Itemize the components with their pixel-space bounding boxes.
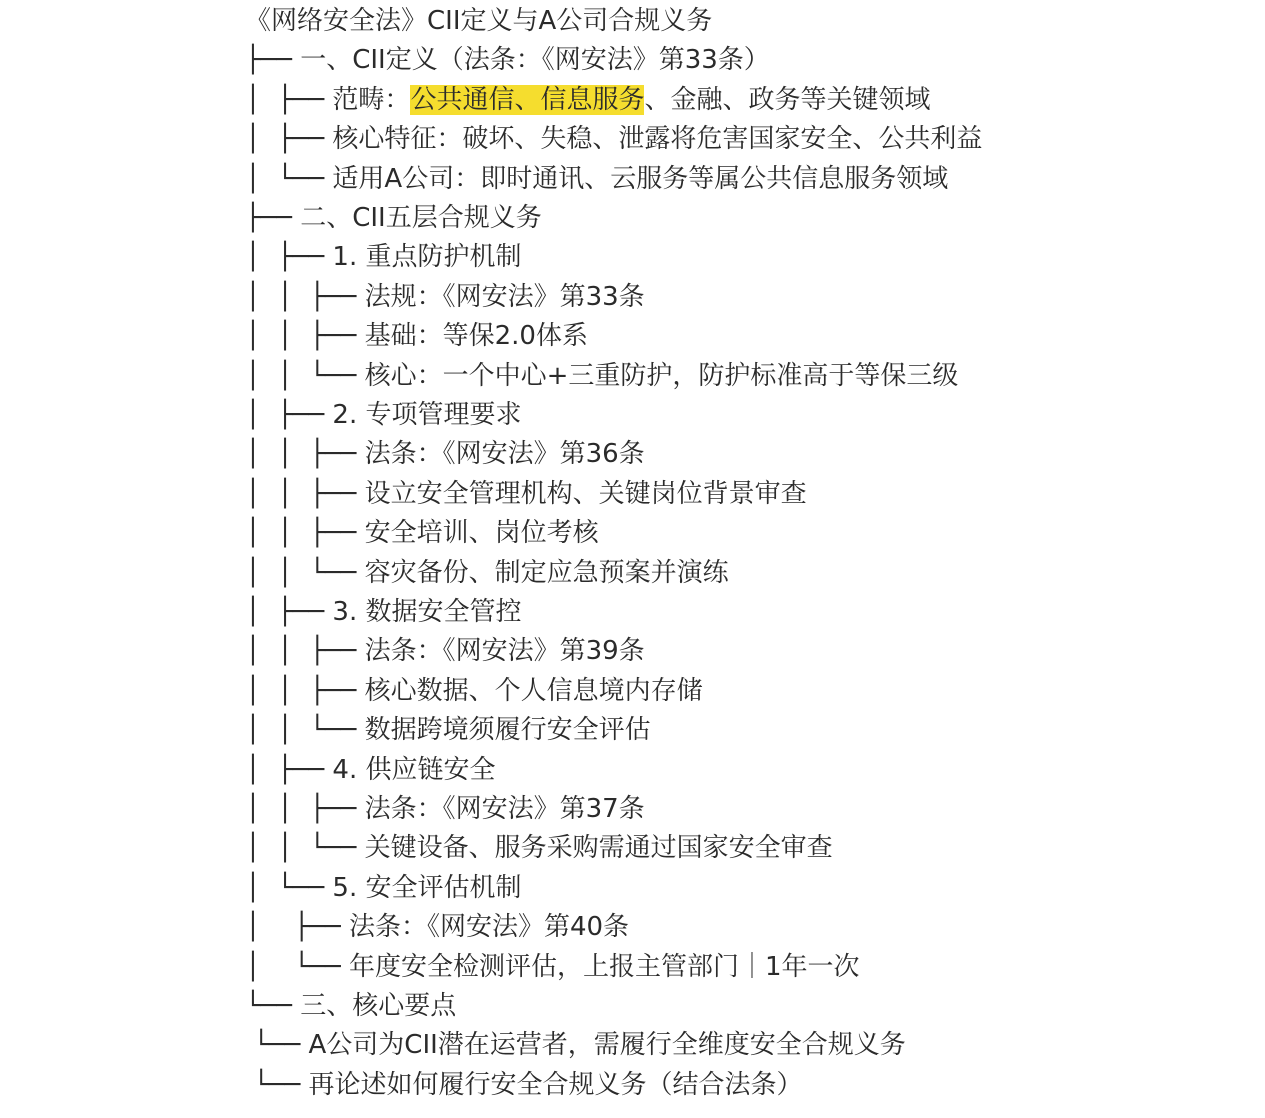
tree-connector: │ └──	[245, 951, 349, 982]
outline-text: 关键设备、服务采购需通过国家安全审查	[364, 833, 833, 864]
outline-line	[245, 317, 588, 356]
outline-line	[245, 908, 629, 947]
outline-line	[245, 672, 703, 711]
outline-line	[245, 357, 958, 396]
tree-connector: │ ├──	[245, 597, 333, 627]
outline-text: 5. 安全评估机制	[332, 872, 522, 903]
outline-line	[245, 948, 859, 987]
tree-connector: │ │ ├──	[245, 478, 365, 509]
tree-connector: │ │ ├──	[245, 675, 365, 706]
tree-connector: │ └──	[245, 163, 333, 194]
tree-connector: │ │ └──	[245, 557, 365, 588]
outline-line	[245, 278, 645, 317]
outline-line	[245, 711, 651, 750]
tree-connector: │ │ ├──	[245, 794, 365, 824]
highlighted-text: 公共通信、信息服务	[410, 84, 645, 115]
outline-line	[245, 238, 522, 277]
tree-connector: └──	[245, 1069, 309, 1100]
outline-line	[245, 1066, 803, 1105]
outline-line	[245, 475, 807, 514]
outline-text: 《网络安全法》CII定义与A公司合规义务	[245, 6, 713, 36]
tree-connector: │ ├──	[245, 912, 349, 943]
outline-text: 3. 数据安全管控	[332, 597, 522, 627]
tree-connector: │ ├──	[245, 400, 333, 430]
tree-connector: │ ├──	[245, 84, 333, 115]
tree-connector: │ │ └──	[245, 833, 365, 864]
outline-text: 1. 重点防护机制	[332, 242, 522, 273]
outline-text: 三、核心要点	[300, 991, 457, 1021]
tree-connector: │ │ ├──	[245, 321, 365, 352]
outline-text: 范畴：	[332, 84, 411, 115]
outline-text: 核心数据、个人信息境内存储	[364, 675, 703, 706]
outline-text: 核心特征：破坏、失稳、泄露将危害国家安全、公共利益	[332, 124, 983, 155]
outline-text: 一、CII定义（法条：《网安法》第33条）	[300, 45, 770, 76]
outline-line	[245, 199, 542, 238]
outline-line	[245, 829, 833, 868]
outline-line	[245, 632, 645, 671]
outline-line	[245, 514, 599, 553]
outline-text: 4. 供应链安全	[332, 754, 496, 785]
tree-connector: │ │ └──	[245, 715, 365, 746]
outline-text: A公司为CII潜在运营者，需履行全维度安全合规义务	[308, 1030, 906, 1061]
outline-text: 法条：《网安法》第36条	[364, 439, 645, 470]
outline-text: 、金融、政务等关键领域	[644, 84, 931, 115]
outline-text: 数据跨境须履行安全评估	[364, 715, 651, 746]
outline-text: 核心：一个中心+三重防护，防护标准高于等保三级	[364, 360, 959, 391]
tree-connector: │ │ ├──	[245, 281, 365, 312]
outline-line	[245, 41, 770, 80]
tree-connector: └──	[245, 991, 301, 1021]
outline-line	[245, 120, 982, 159]
tree-connector: │ │ ├──	[245, 439, 365, 470]
outline-text: 法规：《网安法》第33条	[364, 281, 645, 312]
outline-line	[245, 869, 522, 908]
tree-connector: │ ├──	[245, 124, 333, 155]
outline-line	[245, 435, 645, 474]
outline-text: 法条：《网安法》第40条	[348, 912, 630, 943]
outline-text: 法条：《网安法》第39条	[364, 636, 645, 667]
outline-text: 适用A公司：即时通讯、云服务等属公共信息服务领域	[332, 163, 949, 194]
tree-connector: │ │ ├──	[245, 518, 365, 549]
outline-text: 年度安全检测评估，上报主管部门｜1年一次	[348, 951, 860, 982]
tree-connector: │ ├──	[245, 754, 333, 785]
outline-text: 法条：《网安法》第37条	[364, 794, 645, 824]
outline-line	[245, 160, 948, 199]
outline-text: 安全培训、岗位考核	[364, 518, 599, 549]
outline-line	[245, 81, 930, 120]
outline-line	[245, 593, 522, 632]
outline-line	[245, 396, 522, 435]
outline-line	[245, 751, 496, 790]
tree-connector: └──	[245, 1030, 309, 1061]
outline-line	[245, 987, 456, 1026]
outline-line	[245, 2, 712, 41]
outline-text: 设立安全管理机构、关键岗位背景审查	[364, 478, 807, 509]
outline-text: 容灾备份、制定应急预案并演练	[364, 557, 729, 588]
tree-connector: │ │ └──	[245, 360, 365, 391]
outline-line	[245, 554, 729, 593]
tree-connector: │ └──	[245, 872, 333, 903]
outline-text: 再论述如何履行安全合规义务（结合法条）	[308, 1069, 803, 1100]
tree-connector: │ │ ├──	[245, 636, 365, 667]
outline-line	[245, 790, 645, 829]
outline-text: 二、CII五层合规义务	[300, 203, 542, 233]
tree-connector: ├──	[245, 203, 301, 233]
outline-text: 基础：等保2.0体系	[364, 321, 588, 352]
outline-line	[245, 1026, 906, 1065]
tree-connector: │ ├──	[245, 242, 333, 273]
tree-connector: ├──	[245, 45, 301, 76]
outline-text: 2. 专项管理要求	[332, 400, 522, 430]
